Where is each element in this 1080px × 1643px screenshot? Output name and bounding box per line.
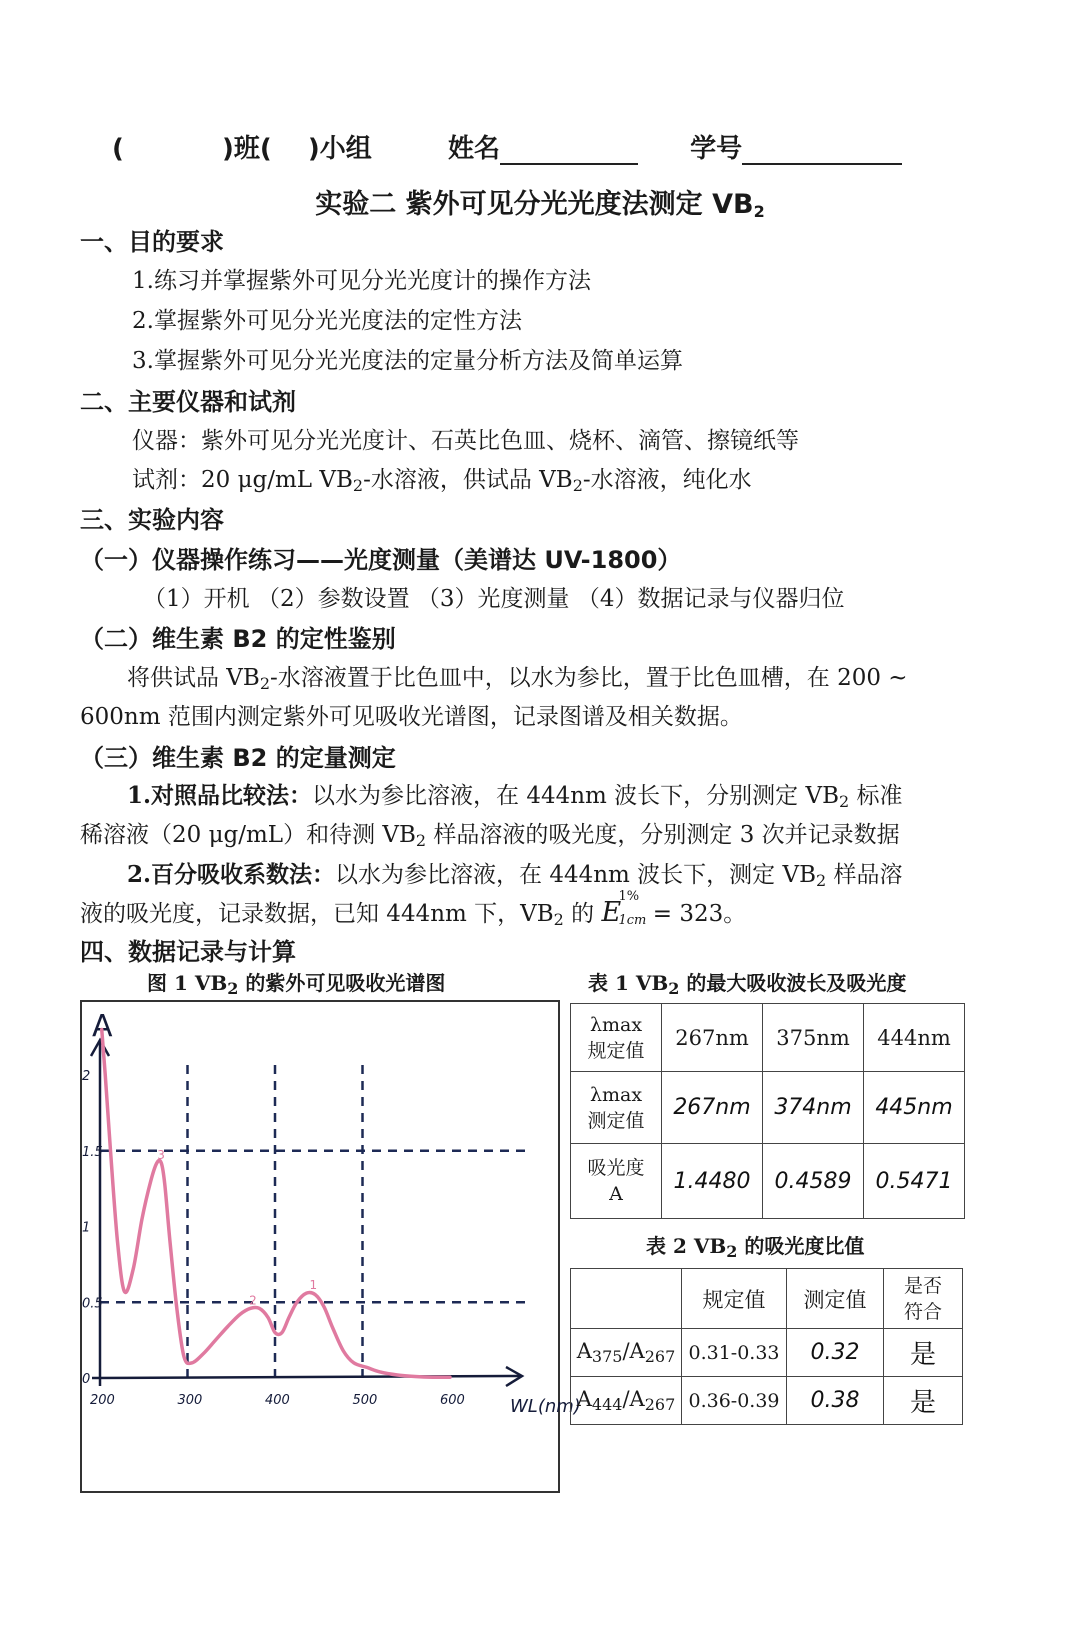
class-label: )班( — [222, 134, 272, 164]
table-2-caption: 表 2 $VB_2$ 的吸光度比值 — [646, 1234, 865, 1261]
peak-mark-3: 3 — [157, 1147, 165, 1162]
figure-frame — [81, 1001, 559, 1492]
qualitative-line-2: 600nm 范围内测定紫外可见吸收光谱图，记录图谱及相关数据。 — [80, 704, 743, 730]
class-open-paren: ( — [112, 134, 124, 164]
x-axis — [92, 1376, 520, 1378]
y-tick-2: 2 — [82, 1069, 91, 1084]
spec-267: 267nm — [662, 1004, 763, 1072]
ratio-meas-2[interactable]: 0.38 — [787, 1377, 884, 1425]
section-3-heading: 三、实验内容 — [80, 506, 224, 534]
reagents-line: 试剂：20 μg/mL $VB_2-$水溶液，供试品 $VB_2-$水溶液，纯化水 — [132, 467, 752, 495]
measured-3[interactable]: 445nm — [864, 1072, 965, 1144]
method-1-line-1: 1.对照品比较法：以水为参比溶液，在 444nm 波长下，分别测定 $VB_2$ 标准 — [127, 782, 903, 811]
page-title: 实验二 紫外可见分光光度法测定 $VB_2$ — [315, 189, 765, 221]
section-4-heading: 四、数据记录与计算 — [80, 938, 296, 966]
name-blank[interactable] — [500, 137, 638, 165]
objective-1: 1.练习并掌握紫外可见分光光度计的操作方法 — [132, 268, 591, 294]
y-axis-label: A — [92, 1009, 113, 1044]
table-1-caption: 表 1 $VB_2$ 的最大吸收波长及吸光度 — [588, 971, 907, 998]
coefficient-subscript: 1cm — [618, 913, 647, 928]
table-2-row-2 — [571, 1377, 963, 1425]
x-tick-500: 500 — [352, 1393, 378, 1408]
y-tick-1: 1 — [82, 1220, 91, 1236]
student-header — [112, 128, 902, 165]
measured-2[interactable]: 374nm — [763, 1072, 864, 1144]
y-tick-0.5: 0.5 — [82, 1296, 103, 1312]
table-1-row-spec — [571, 1004, 965, 1072]
absorbance-1[interactable]: 1.4480 — [662, 1144, 763, 1219]
measured-1[interactable]: 267nm — [662, 1072, 763, 1144]
part-2-heading: （二）维生素 B2 的定性鉴别 — [80, 625, 396, 653]
spec-375: 375nm — [763, 1004, 864, 1072]
id-label: 学号 — [690, 134, 743, 164]
table-2 — [570, 1268, 963, 1425]
x-axis-label: WL(nm) — [510, 1396, 581, 1417]
t2-corner — [571, 1269, 682, 1329]
part-1-heading: （一）仪器操作练习——光度测量（美谱达 UV-1800） — [80, 546, 682, 574]
row-label-spec: λmax 规定值 — [571, 1004, 662, 1072]
x-tick-600: 600 — [440, 1393, 465, 1408]
ratio-label-1: $A_{375}/A_{267}$ — [571, 1329, 682, 1377]
y-tick-1.5: 1.5 — [82, 1144, 103, 1160]
ratio-label-2: $A_{444}/A_{267}$ — [571, 1377, 682, 1425]
qualitative-line-1: 将供试品 $VB_2-$水溶液置于比色皿中，以水为参比，置于比色皿槽，在 200 ~ — [127, 665, 908, 693]
y-tick-0: 0 — [82, 1372, 91, 1387]
peak-mark-2: 2 — [249, 1293, 257, 1308]
table-2-header — [571, 1269, 963, 1329]
ratio-ok-2[interactable]: 是 — [884, 1377, 963, 1425]
objective-2: 2.掌握紫外可见分光光度法的定性方法 — [132, 308, 522, 334]
coefficient-superscript: 1% — [618, 889, 640, 904]
figure-1-caption: 图 1 $VB_2$ 的紫外可见吸收光谱图 — [147, 971, 446, 998]
table-2-row-1 — [571, 1329, 963, 1377]
section-2-heading: 二、主要仪器和试剂 — [80, 388, 296, 416]
table-1 — [570, 1003, 965, 1219]
part-3-heading: （三）维生素 B2 的定量测定 — [80, 744, 396, 772]
method-2-line-1: 2.百分吸收系数法：以水为参比溶液，在 444nm 波长下，测定 $VB_2$ 样品溶 — [127, 861, 903, 890]
x-tick-200: 200 — [90, 1393, 115, 1408]
method-1-line-2: 稀溶液（20 μg/mL）和待测 $VB_2$ 样品溶液的吸光度，分别测定 3 次并记录数据 — [80, 822, 900, 850]
spectrum-chart — [80, 1000, 581, 1493]
group-label: )小组 — [307, 134, 372, 164]
id-blank[interactable] — [742, 137, 902, 165]
objective-3: 3.掌握紫外可见分光光度法的定量分析方法及简单运算 — [132, 348, 683, 374]
coefficient-E: E — [601, 897, 622, 928]
table-1-row-measured — [571, 1072, 965, 1144]
row-label-measured: λmax 测定值 — [571, 1072, 662, 1144]
peak-mark-1: 1 — [309, 1278, 318, 1293]
method-2-line-2: 液的吸光度，记录数据，已知 444nm 下，$VB_2$ 的 E 1% 1cm = 323。 — [80, 889, 747, 929]
t2-header-ok: 是否 符合 — [884, 1269, 963, 1329]
table-1-row-absorbance — [571, 1144, 965, 1219]
absorbance-3[interactable]: 0.5471 — [864, 1144, 965, 1219]
ratio-spec-1: 0.31-0.33 — [682, 1329, 787, 1377]
spec-444: 444nm — [864, 1004, 965, 1072]
name-label: 姓名 — [447, 134, 500, 164]
x-tick-400: 400 — [265, 1393, 290, 1408]
section-1-heading: 一、目的要求 — [80, 228, 224, 256]
instruments-line: 仪器：紫外可见分光光度计、石英比色皿、烧杯、滴管、擦镜纸等 — [132, 428, 799, 454]
t2-header-spec: 规定值 — [682, 1269, 787, 1329]
ratio-meas-1[interactable]: 0.32 — [787, 1329, 884, 1377]
row-label-absorbance: 吸光度 A — [571, 1144, 662, 1219]
operation-steps: （1）开机 （2）参数设置 （3）光度测量 （4）数据记录与仪器归位 — [143, 586, 845, 612]
ratio-ok-1[interactable]: 是 — [884, 1329, 963, 1377]
absorbance-2[interactable]: 0.4589 — [763, 1144, 864, 1219]
x-tick-300: 300 — [177, 1393, 203, 1408]
ratio-spec-2: 0.36-0.39 — [682, 1377, 787, 1425]
t2-header-meas: 测定值 — [787, 1269, 884, 1329]
spectrum-figure — [80, 1000, 581, 1493]
